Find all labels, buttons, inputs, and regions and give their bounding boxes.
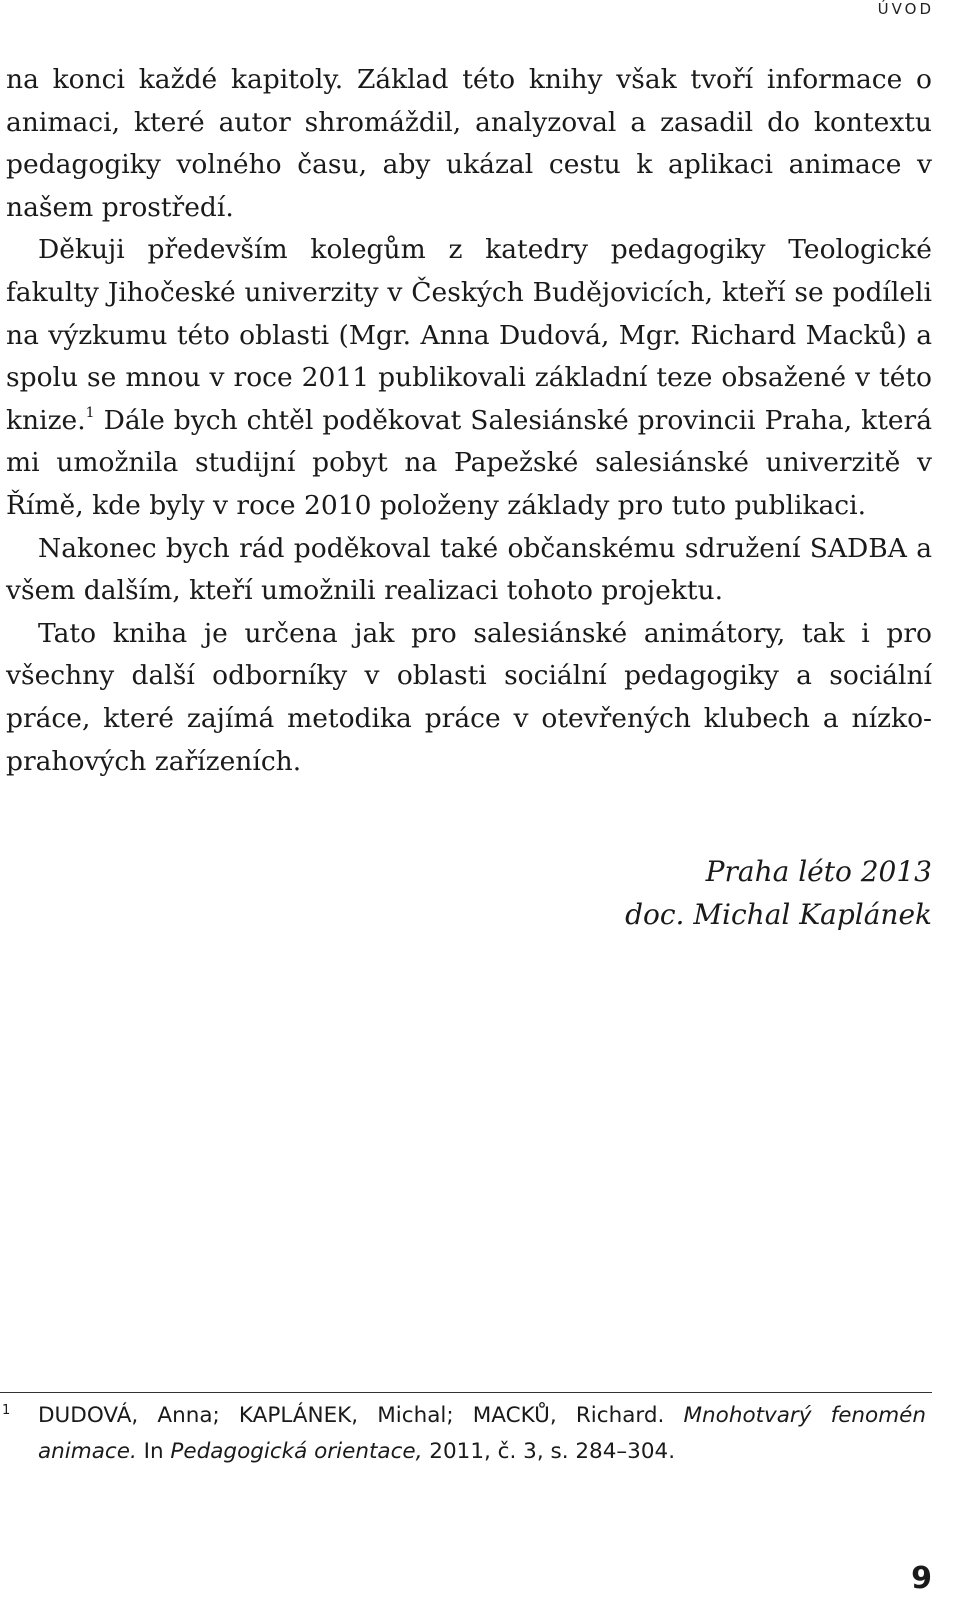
footnote-details: 2011, č. 3, s. 284–304. (422, 1439, 676, 1464)
footnote-in: In (136, 1439, 171, 1464)
footnote-journal: Pedagogická orientace, (170, 1439, 423, 1464)
footnote-reference[interactable]: 1 (85, 404, 95, 421)
footnote-title: Mnohotvarý fenomén animace. (38, 1403, 926, 1464)
running-head: ÚVOD (877, 0, 934, 18)
paragraph-text: Děkuji především kolegům z katedry pedagogiky Teologické fakulty Jihočeské univerzity v Českých Budějovicích, kteří se podíleli na výzkumu této oblasti (Mgr. Anna Dudová, Mgr. Richard Macků) a spolu se mnou v roce 2011 publikovali základní teze obsažené v této knize. (6, 234, 932, 436)
paragraph-with-footnote (6, 229, 932, 527)
paragraph: Nakonec bych rád poděkoval také občanskému sdružení SADBA a všem dalším, kteří umožnili realizaci tohoto projektu. (6, 532, 932, 607)
paragraph-text: Dále bych chtěl poděkovat Salesiánské provincii Praha, která mi umožnila studijní pobyt na Papežské salesiánské univerzitě v Římě, kde byly v roce 2010 položeny základy pro tuto publikaci. (6, 404, 932, 521)
footnote-text (38, 1398, 926, 1470)
signature-place-date: Praha léto 2013 (705, 855, 932, 888)
paragraph: na konci každé kapitoly. Základ této knihy však tvoří informace o animaci, které autor shromáždil, analyzoval a zasadil do kontextu pedagogiky volného času, aby ukázal cestu k aplikaci animace v našem prostředí. (6, 64, 932, 223)
page-number: 9 (911, 1561, 932, 1596)
paragraph: Tato kniha je určena jak pro salesiánské animátory, tak i pro všechny další odborníky v oblasti sociální pedagogiky a sociální práce, které zajímá metodika práce v otevřených klubech a nízkoprahových zařízeních. (6, 617, 932, 777)
footnote (0, 1398, 926, 1470)
footnote-authors: DUDOVÁ, Anna; KAPLÁNEK, Michal; MACKŮ, Richard. (38, 1403, 684, 1428)
main-text (6, 59, 932, 783)
footnote-separator (0, 1392, 932, 1393)
signature-author: doc. Michal Kaplánek (625, 897, 932, 931)
signature-block (625, 851, 932, 936)
footnote-number: 1 (2, 1403, 11, 1418)
